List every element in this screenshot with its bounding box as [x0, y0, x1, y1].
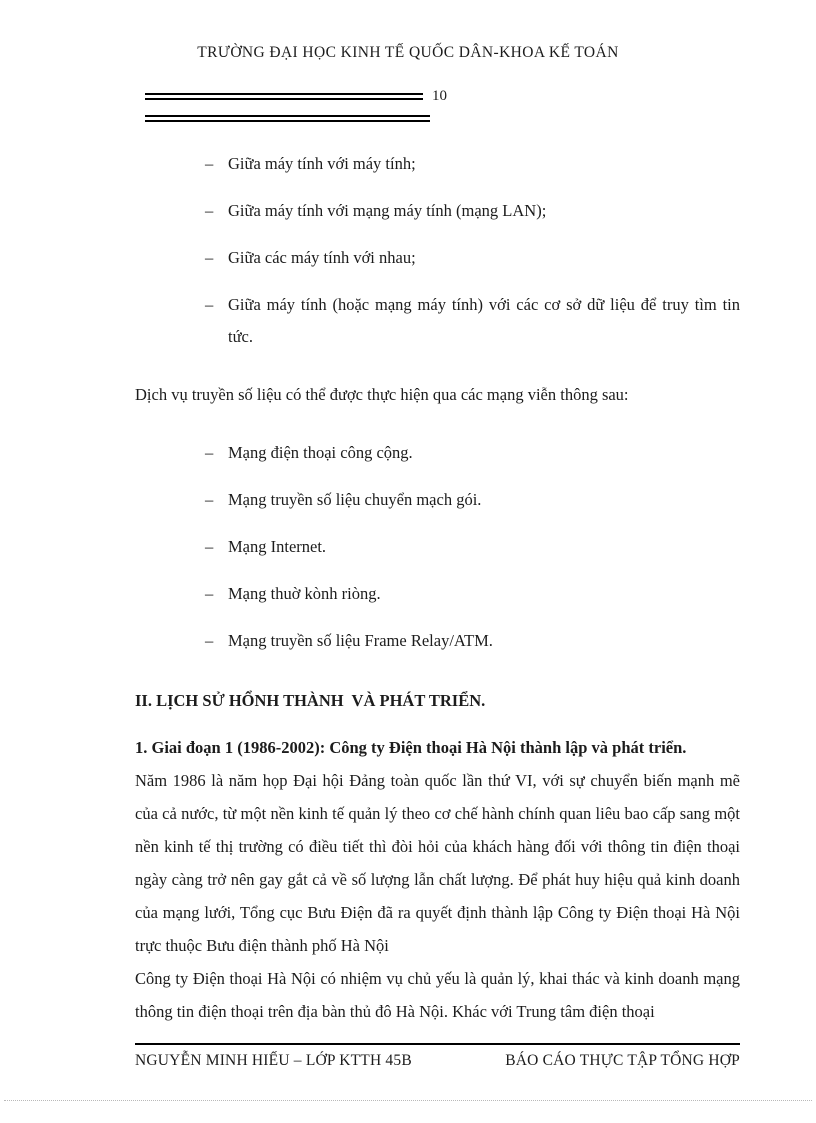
list-item-text: Mạng Internet. [228, 537, 327, 556]
list-dash-marker: – [205, 631, 214, 650]
list-item-text: Giữa các máy tính với nhau; [228, 248, 416, 267]
list-dash-marker: – [205, 490, 214, 509]
list-dash-marker: – [205, 295, 214, 314]
list-item [135, 531, 740, 563]
list-dash-marker: – [205, 248, 214, 267]
list-dash-marker: – [205, 201, 214, 220]
list-item [135, 289, 740, 353]
network-services-list [135, 437, 740, 657]
list-item-text: Mạng điện thoại công cộng. [228, 443, 413, 462]
list-item-text: Mạng truyền số liệu chuyển mạch gói. [228, 490, 482, 509]
section-heading: II. LỊCH SỬ HỔNH THÀNH VÀ PHÁT TRIỂN. [135, 691, 486, 710]
list-item [135, 437, 740, 469]
page-number: 10 [432, 88, 447, 104]
header-double-rule-bottom [145, 115, 430, 122]
list-item-text: Giữa máy tính (hoặc mạng máy tính) với các cơ sở dữ liệu để truy tìm tin tức. [228, 295, 740, 346]
document-header-title: TRƯỜNG ĐẠI HỌC KINH TẾ QUỐC DÂN-KHOA KẾ TOÁN [197, 44, 619, 61]
footer-report-title: BÁO CÁO THỰC TẬP TỔNG HỢP [505, 1052, 740, 1069]
list-item [135, 578, 740, 610]
list-item-text: Mạng truyền số liệu Frame Relay/ATM. [228, 631, 493, 650]
document-footer [135, 1043, 740, 1070]
header-rule-row [145, 89, 816, 104]
page-bottom-dotted-line [4, 1100, 812, 1101]
list-item [135, 195, 740, 227]
intro-paragraph: Dịch vụ truyền số liệu có thể được thực hiện qua các mạng viễn thông sau: [135, 385, 629, 404]
document-body [135, 148, 740, 1028]
list-item-text: Mạng thuờ kònh riòng. [228, 584, 381, 603]
history-paragraph-1: Năm 1986 là năm họp Đại hội Đảng toàn quốc lần thứ VI, với sự chuyển biến mạnh mẽ của cả nước, từ một nền kinh tế quản lý theo cơ chế hành chính quan liêu bao cấp sang một nền kinh tế thị trường có điều tiết thì đòi hỏi của khách hàng đối với thông tin điện thoại ngày càng trở nên gay gắt cả về số lượng lẫn chất lượng. Để phát huy hiệu quả kinh doanh của mạng lưới, Tổng cục Bưu Điện đã ra quyết định thành lập Công ty Điện thoại Hà Nội trực thuộc Bưu điện thành phố Hà Nội [135, 771, 740, 955]
list-item-text: Giữa máy tính với mạng máy tính (mạng LAN); [228, 201, 547, 220]
footer-rule [135, 1043, 740, 1045]
history-paragraph-2: Công ty Điện thoại Hà Nội có nhiệm vụ chủ yếu là quản lý, khai thác và kinh doanh mạng thông tin điện thoại trên địa bàn thủ đô Hà Nội. Khác với Trung tâm điện thoại [135, 969, 740, 1021]
list-dash-marker: – [205, 443, 214, 462]
list-item [135, 625, 740, 657]
subsection-heading: 1. Giai đoạn 1 (1986-2002): Công ty Điện thoại Hà Nội thành lập và phát triển. [135, 738, 687, 757]
list-item [135, 484, 740, 516]
list-dash-marker: – [205, 154, 214, 173]
list-item [135, 148, 740, 180]
list-item [135, 242, 740, 274]
list-dash-marker: – [205, 537, 214, 556]
connection-types-list [135, 148, 740, 353]
footer-author: NGUYỄN MINH HIẾU – LỚP KTTH 45B [135, 1052, 412, 1069]
footer-text-row [135, 1052, 740, 1070]
list-item-text: Giữa máy tính với máy tính; [228, 154, 416, 173]
list-dash-marker: – [205, 584, 214, 603]
header-double-rule-top [145, 93, 423, 100]
